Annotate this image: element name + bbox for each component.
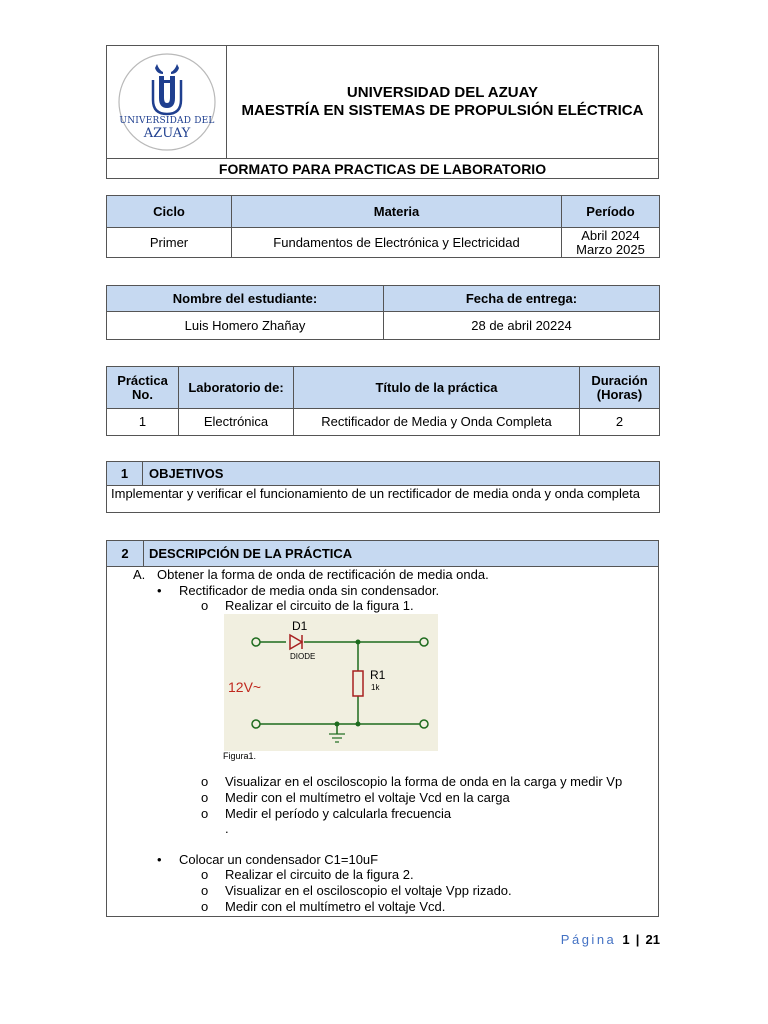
bullet-dot-icon: • [157, 852, 162, 867]
sub6-text: Visualizar en el osciloscopio el voltaje Vpp rizado. [225, 883, 512, 898]
logo-text-line2: AZUAY [143, 126, 191, 141]
circuit-figure [224, 614, 438, 751]
sub7 [201, 899, 445, 915]
section2-title: DESCRIPCIÓN DE LA PRÁCTICA [149, 546, 353, 561]
format-title: FORMATO PARA PRACTICAS DE LABORATORIO [218, 161, 547, 177]
circle-bullet-icon: o [201, 598, 209, 613]
materia-value: Fundamentos de Electrónica y Electricidad [232, 228, 562, 258]
section2-header [107, 541, 658, 567]
header-box [106, 45, 659, 179]
source-label: 12V~ [228, 679, 262, 695]
logo-text-line1: UNIVERSIDAD DEL [119, 116, 215, 126]
bullet2-text: Colocar un condensador C1=10uF [179, 852, 379, 867]
circle-bullet-icon: o [201, 806, 209, 821]
header-practica [107, 367, 179, 409]
section1-title: OBJETIVOS [143, 462, 660, 486]
header-nombre: Nombre del estudiante: [107, 286, 384, 312]
sub1 [201, 598, 414, 614]
duracion-value: 2 [580, 409, 660, 436]
header-practica-line1: Práctica [117, 372, 168, 388]
sub6 [201, 883, 512, 899]
periodo-line1: Abril 2024 [581, 227, 640, 243]
periodo-line2: Marzo 2025 [576, 241, 645, 257]
header-fecha: Fecha de entrega: [384, 286, 660, 312]
page-word: Página [560, 932, 617, 947]
circle-bullet-icon: o [201, 790, 209, 805]
sub2 [201, 774, 622, 790]
periodo-value [562, 228, 660, 258]
sub7-text: Medir con el multímetro el voltaje Vcd. [225, 899, 446, 914]
student-table [106, 285, 660, 340]
circle-bullet-icon: o [201, 774, 209, 789]
university-name: UNIVERSIDAD DEL AZUAY [346, 84, 539, 101]
diode-label: D1 [292, 619, 308, 633]
header-periodo: Período [562, 196, 660, 228]
header-duracion-line2: (Horas) [596, 386, 643, 402]
ciclo-value: Primer [107, 228, 232, 258]
fecha-value: 28 de abril 20224 [384, 312, 660, 340]
circle-bullet-icon: o [201, 867, 209, 882]
diode-icon [290, 635, 302, 649]
total-pages: 21 [645, 932, 660, 947]
page-separator: | [635, 932, 640, 947]
section1-number: 1 [107, 462, 143, 486]
header-laboratorio: Laboratorio de: [179, 367, 294, 409]
bullet-dot-icon: • [157, 583, 162, 598]
practice-table [106, 366, 660, 436]
page-number: 1 [622, 932, 630, 947]
header-divider-horizontal [107, 158, 658, 159]
circle-bullet-icon: o [201, 883, 209, 898]
resistor-value: 1k [371, 683, 380, 692]
sub2-text: Visualizar en el osciloscopio la forma de onda en la carga y medir Vp [225, 774, 623, 789]
page-footer [540, 932, 660, 947]
ground-icon [329, 734, 345, 742]
top-wire [260, 642, 420, 734]
sub1-text: Realizar el circuito de la figura 1. [225, 598, 414, 613]
bullet1-text: Rectificador de media onda sin condensador. [179, 583, 440, 598]
practica-numero: 1 [107, 409, 179, 436]
item-a [133, 567, 489, 583]
diode-type: DIODE [290, 652, 316, 661]
bullet1 [157, 583, 439, 599]
university-logo [113, 50, 221, 154]
resistor-label: R1 [370, 668, 386, 682]
circle-bullet-icon: o [201, 899, 209, 914]
course-table [106, 195, 660, 258]
program-name: MAESTRÍA EN SISTEMAS DE PROPULSIÓN ELÉCTRICA [241, 102, 644, 119]
titulo-value: Rectificador de Media y Onda Completa [294, 409, 580, 436]
header-ciclo: Ciclo [107, 196, 232, 228]
terminals [252, 638, 428, 728]
header-duracion [580, 367, 660, 409]
resistor-icon [353, 671, 363, 696]
section2-number: 2 [121, 546, 129, 561]
laboratorio-value: Electrónica [179, 409, 294, 436]
item-a-text: Obtener la forma de onda de rectificación de media onda. [157, 567, 489, 582]
figure-caption: Figura1. [223, 751, 257, 761]
sub3-text: Medir con el multímetro el voltaje Vcd en la carga [225, 790, 510, 805]
nombre-value: Luis Homero Zhañay [107, 312, 384, 340]
junction-dots [335, 640, 361, 727]
sub5 [201, 867, 414, 883]
sub4 [201, 806, 451, 822]
header-practica-line2: No. [132, 386, 153, 402]
dot-line: . [225, 821, 229, 836]
header-titulo: Título de la práctica [294, 367, 580, 409]
section-objetivos [106, 461, 660, 513]
bullet2 [157, 852, 378, 868]
header-materia: Materia [232, 196, 562, 228]
sub4-text: Medir el período y calcularla frecuencia [225, 806, 452, 821]
header-duracion-line1: Duración [591, 372, 648, 388]
item-a-marker: A. [133, 567, 146, 582]
sub3 [201, 790, 510, 806]
section1-text: Implementar y verificar el funcionamiento de un rectificador de media onda y onda completa [107, 486, 660, 513]
sub5-text: Realizar el circuito de la figura 2. [225, 867, 414, 882]
section2-number-divider [143, 541, 144, 566]
